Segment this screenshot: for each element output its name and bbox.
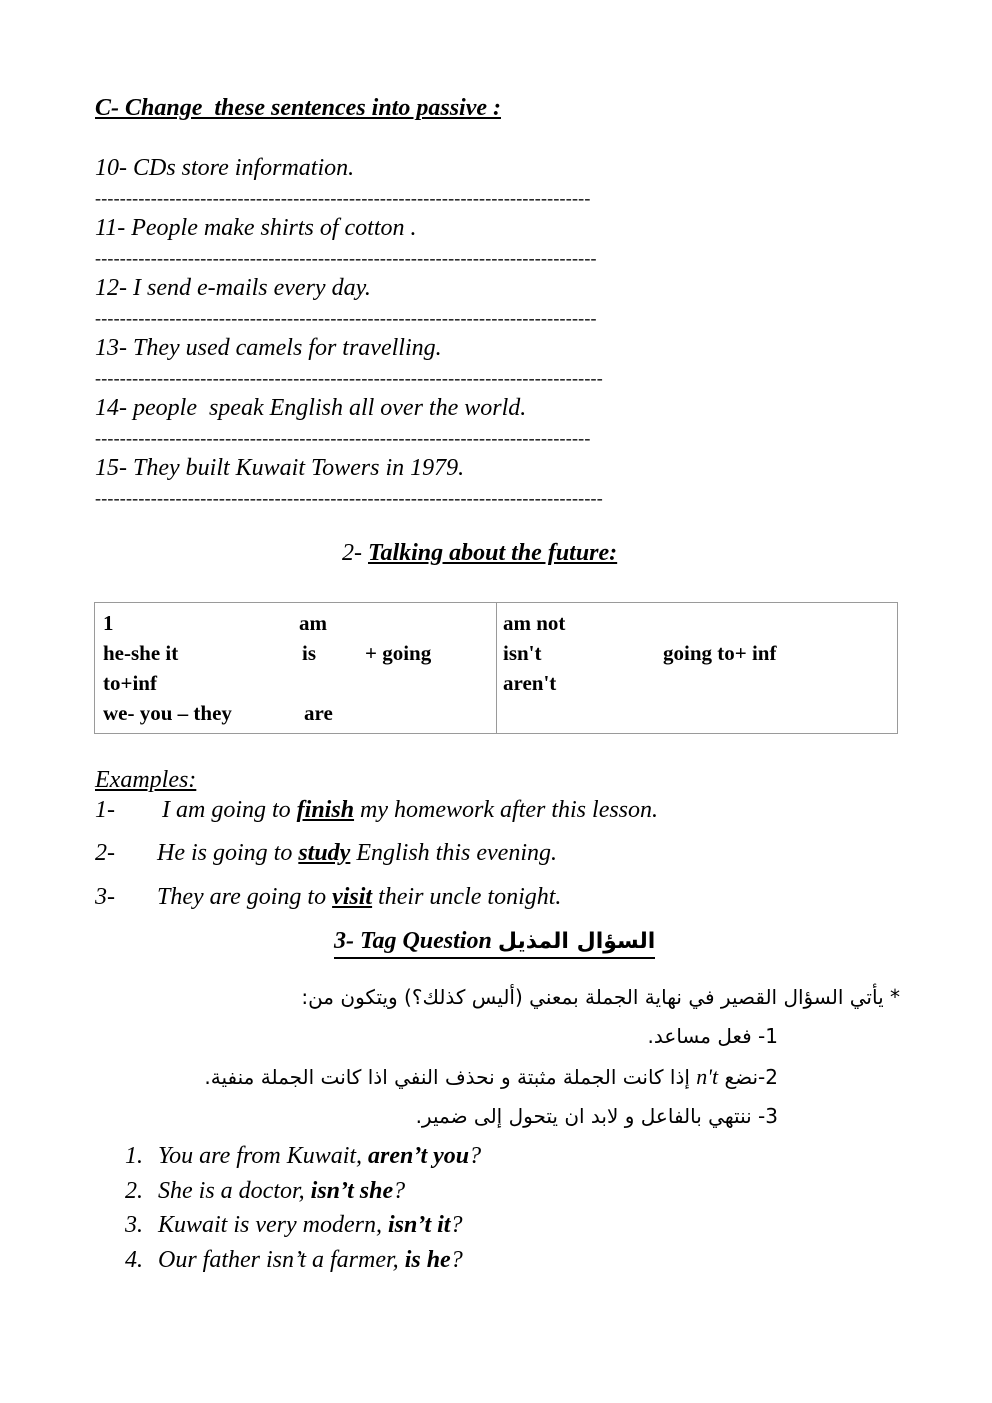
tag-example-4 xyxy=(158,1247,463,1274)
example-1-pre: I am going to xyxy=(162,797,297,823)
example-2-verb: study xyxy=(298,840,351,866)
example-1-number: 1- xyxy=(95,797,115,823)
sentence-13: 13- They used camels for travelling. xyxy=(95,335,442,361)
tag-example-4-number: 4. xyxy=(125,1247,143,1273)
tag-example-1-tag: aren’t you xyxy=(368,1143,470,1169)
table-neg-am-not: am not xyxy=(503,611,566,635)
example-3 xyxy=(157,884,561,911)
tag-intro: * يأتي السؤال القصير في نهاية الجملة بمعني (أليس كذلك؟) ويتكون من: xyxy=(301,985,900,1009)
answer-line-11[interactable]: --------------------------------------------------------------------------------- xyxy=(95,248,597,268)
table-divider xyxy=(496,603,497,733)
section-c-heading: C- Change these sentences into passive : xyxy=(95,95,501,121)
tag-rule-2-nt: n't xyxy=(696,1064,719,1089)
example-3-pre: They are going to xyxy=(157,884,333,910)
future-heading-number: 2- xyxy=(342,540,368,566)
tag-example-1-pre: You are from Kuwait, xyxy=(158,1143,369,1169)
future-heading xyxy=(342,540,617,567)
example-1-verb: finish xyxy=(296,797,355,823)
tag-heading-en: 3- Tag Question xyxy=(334,928,498,954)
sentence-12: 12- I send e-mails every day. xyxy=(95,275,371,301)
table-subject-we-you-they: we- you – they xyxy=(103,701,232,725)
table-neg-isnt: isn't xyxy=(503,641,542,665)
sentence-15: 15- They built Kuwait Towers in 1979. xyxy=(95,455,465,481)
table-neg-arent: aren't xyxy=(503,671,557,695)
sentence-11: 11- People make shirts of cotton . xyxy=(95,215,417,241)
tag-example-3-number: 3. xyxy=(125,1212,143,1238)
tag-example-1-end: ? xyxy=(469,1143,482,1169)
tag-rule-3: 3- ننتهي بالفاعل و لابد ان يتحول إلى ضمير. xyxy=(415,1104,778,1128)
future-heading-title: Talking about the future: xyxy=(368,540,618,566)
example-2-pre: He is going to xyxy=(157,840,299,866)
tag-example-3-tag: isn’t it xyxy=(387,1212,451,1238)
table-subject-he-she-it: he-she it xyxy=(103,641,179,665)
example-3-number: 3- xyxy=(95,884,115,910)
answer-line-14[interactable]: -------------------------------------------------------------------------------- xyxy=(95,428,591,448)
examples-label: Examples: xyxy=(95,767,197,793)
tag-example-2-end: ? xyxy=(393,1178,406,1204)
example-3-verb: visit xyxy=(332,884,373,910)
tag-heading-ar: السؤال المذيل xyxy=(497,929,656,954)
tag-rule-2-pre: 2-نضع xyxy=(718,1065,778,1089)
table-verb-are: are xyxy=(304,701,333,725)
example-2 xyxy=(157,840,557,867)
tag-rule-1: 1- فعل مساعد. xyxy=(647,1024,778,1048)
table-going: + going xyxy=(365,641,432,665)
table-subject-1: 1 xyxy=(103,611,114,635)
future-table xyxy=(94,602,898,734)
tag-example-3 xyxy=(158,1212,462,1239)
answer-line-15[interactable]: ---------------------------------------------------------------------------------- xyxy=(95,488,603,508)
sentence-14: 14- people speak English all over the world. xyxy=(95,395,527,421)
example-3-post: their uncle tonight. xyxy=(372,884,562,910)
table-to-inf: to+inf xyxy=(103,671,157,695)
tag-example-1 xyxy=(158,1143,481,1170)
tag-example-4-tag: is he xyxy=(404,1247,451,1273)
tag-example-2-tag: isn’t she xyxy=(310,1178,394,1204)
tag-example-2-pre: She is a doctor, xyxy=(158,1178,311,1204)
example-2-post: English this evening. xyxy=(350,840,557,866)
answer-line-12[interactable]: --------------------------------------------------------------------------------- xyxy=(95,308,597,328)
tag-example-4-pre: Our father isn’t a farmer, xyxy=(158,1247,405,1273)
tag-question-heading xyxy=(334,928,655,959)
example-2-number: 2- xyxy=(95,840,115,866)
table-going-to-inf: going to+ inf xyxy=(663,641,777,665)
tag-example-3-pre: Kuwait is very modern, xyxy=(158,1212,388,1238)
tag-example-2 xyxy=(158,1178,405,1205)
tag-rule-2 xyxy=(204,1064,778,1090)
tag-example-4-end: ? xyxy=(450,1247,463,1273)
table-verb-am: am xyxy=(299,611,327,635)
sentence-10: 10- CDs store information. xyxy=(95,155,355,181)
example-1 xyxy=(162,797,658,824)
answer-line-13[interactable]: ---------------------------------------------------------------------------------- xyxy=(95,368,603,388)
tag-example-3-end: ? xyxy=(450,1212,463,1238)
tag-rule-2-post: إذا كانت الجملة مثبتة و نحذف النفي اذا كانت الجملة منفية. xyxy=(204,1065,697,1089)
example-1-post: my homework after this lesson. xyxy=(354,797,659,823)
tag-example-1-number: 1. xyxy=(125,1143,143,1169)
table-verb-is: is xyxy=(302,641,317,665)
tag-example-2-number: 2. xyxy=(125,1178,143,1204)
answer-line-10[interactable]: -------------------------------------------------------------------------------- xyxy=(95,188,591,208)
